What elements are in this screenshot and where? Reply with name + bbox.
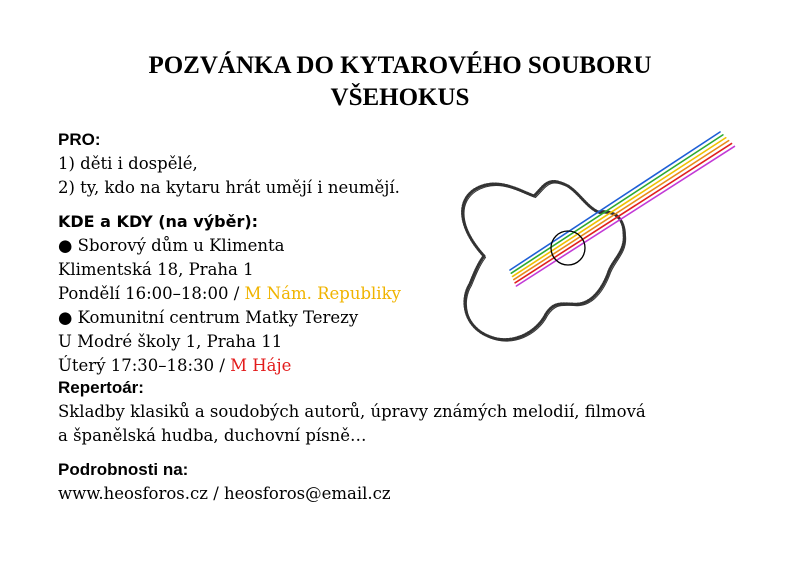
page-title-line2: VŠEHOKUS [330, 84, 470, 111]
guitar-string [515, 144, 731, 283]
guitar-strings [510, 132, 734, 286]
audience-item-2: 2) ty, kdo na kytaru hrát umějí i neumějí. [58, 178, 400, 197]
repertoire-section [58, 376, 646, 448]
venue1-metro: M Nám. Republiky [244, 284, 401, 303]
venue2-schedule [58, 354, 401, 378]
location-section [58, 210, 401, 378]
audience-heading: PRO: [58, 130, 101, 149]
contact-info: www.heosforos.cz / heosforos@email.cz [58, 484, 391, 503]
venue1-schedule [58, 282, 401, 306]
guitar-body [463, 181, 626, 341]
audience-item-1: 1) děti i dospělé, [58, 154, 198, 173]
details-heading: Podrobnosti na: [58, 460, 189, 479]
repertoire-heading: Repertoár: [58, 378, 144, 397]
location-heading: KDE a KDY (na výběr): [58, 212, 259, 231]
audience-section [58, 128, 400, 200]
venue1-name: ● Sborový dům u Klimenta [58, 236, 285, 255]
guitar-string [514, 141, 729, 280]
guitar-icon [448, 124, 748, 364]
guitar-string [516, 146, 734, 286]
venue2-metro: M Háje [230, 356, 292, 375]
page-title-line1: POZVÁNKA DO KYTAROVÉHO SOUBORU [148, 52, 652, 79]
venue2-name: ● Komunitní centrum Matky Terezy [58, 308, 359, 327]
venue1-address: Klimentská 18, Praha 1 [58, 260, 254, 279]
repertoire-line-1: Skladby klasiků a soudobých autorů, úpravy známých melodií, filmová [58, 402, 646, 421]
guitar-string [511, 135, 723, 273]
details-section [58, 458, 391, 506]
venue2-address: U Modré školy 1, Praha 11 [58, 332, 283, 351]
guitar-string [510, 132, 720, 270]
venue1-time: Pondělí 16:00–18:00 / [58, 284, 245, 303]
venue2-time: Úterý 17:30–18:30 / [58, 356, 231, 375]
repertoire-line-2: a španělská hudba, duchovní písně… [58, 426, 367, 445]
